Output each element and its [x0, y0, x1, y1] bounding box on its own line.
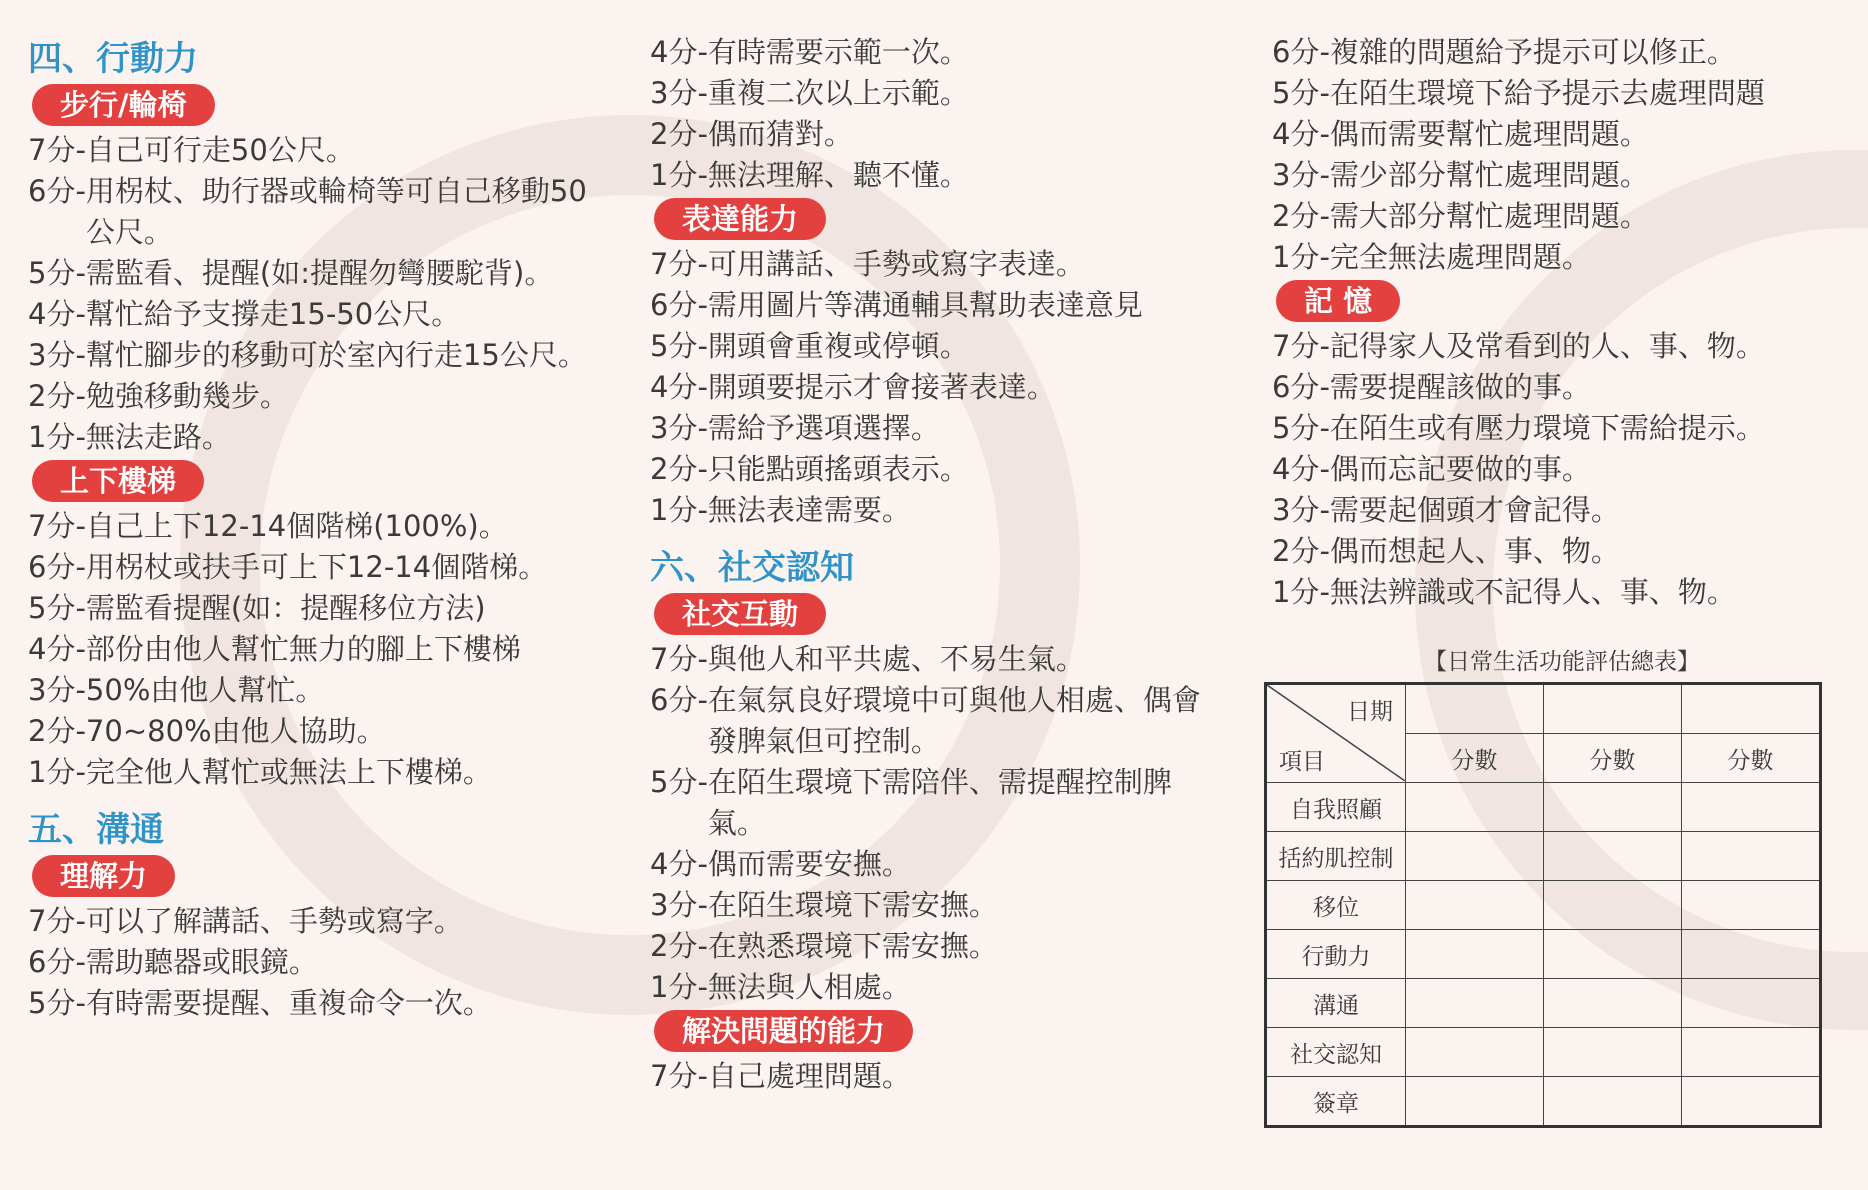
score-item	[1272, 32, 1852, 73]
score-description: 用柺杖、助行器或輪椅等可自己移動50公尺。	[85, 174, 587, 249]
score-cell[interactable]	[1682, 1028, 1821, 1077]
score-description: 需少部分幫忙處理問題。	[1329, 158, 1649, 192]
score-header: 分數	[1406, 734, 1544, 783]
score-level: 4分-	[28, 297, 86, 331]
score-cell[interactable]	[1682, 930, 1821, 979]
adl-summary-table	[1264, 682, 1822, 1128]
score-description: 偶而忘記要做的事。	[1329, 452, 1591, 486]
subsection-problem-solving: 解決問題的能力	[654, 1010, 913, 1052]
score-level: 4分-	[28, 632, 86, 666]
score-item	[650, 285, 1210, 326]
score-description: 需用圖片等溝通輔具幫助表達意見	[707, 288, 1143, 322]
score-level: 1分-	[28, 420, 86, 454]
score-level: 4分-	[1272, 117, 1330, 151]
score-cell[interactable]	[1682, 1077, 1821, 1127]
subsection-stairs: 上下樓梯	[32, 460, 204, 502]
score-cell[interactable]	[1406, 783, 1544, 832]
score-level: 7分-	[650, 1059, 708, 1093]
score-level: 3分-	[650, 888, 708, 922]
score-item	[28, 253, 608, 294]
score-item	[650, 762, 1210, 844]
score-item	[28, 547, 608, 588]
score-level: 6分-	[1272, 35, 1330, 69]
score-item	[28, 629, 608, 670]
section-title-mobility: 四、行動力	[28, 39, 198, 79]
score-item	[1272, 449, 1852, 490]
subsection-memory: 記 憶	[1276, 280, 1400, 322]
score-item	[1272, 155, 1852, 196]
score-level: 6分-	[650, 288, 708, 322]
score-item	[650, 155, 1210, 196]
score-cell[interactable]	[1544, 1077, 1682, 1127]
walking-list	[28, 130, 608, 458]
table-corner-header	[1266, 684, 1406, 783]
score-item	[28, 752, 608, 793]
score-description: 可用講話、手勢或寫字表達。	[707, 247, 1085, 281]
score-cell[interactable]	[1406, 930, 1544, 979]
score-level: 5分-	[28, 256, 86, 290]
score-item	[1272, 73, 1852, 114]
subsection-comprehension: 理解力	[32, 855, 175, 897]
column-3	[1272, 32, 1852, 1128]
score-item	[650, 1056, 1210, 1097]
score-cell[interactable]	[1682, 783, 1821, 832]
score-level: 7分-	[650, 642, 708, 676]
score-item	[650, 449, 1210, 490]
score-description: 幫忙給予支撐走15-50公尺。	[85, 297, 461, 331]
score-level: 7分-	[28, 133, 86, 167]
score-level: 2分-	[650, 117, 708, 151]
score-level: 5分-	[1272, 76, 1330, 110]
social-list	[650, 639, 1210, 1008]
table-row	[1266, 930, 1821, 979]
score-cell[interactable]	[1544, 979, 1682, 1028]
score-level: 3分-	[650, 76, 708, 110]
score-item	[1272, 367, 1852, 408]
score-description: 需要提醒該做的事。	[1329, 370, 1591, 404]
score-item	[28, 901, 608, 942]
score-level: 2分-	[650, 929, 708, 963]
score-item	[28, 294, 608, 335]
score-item	[650, 639, 1210, 680]
score-item	[28, 711, 608, 752]
section-title-communication: 五、溝通	[28, 810, 164, 850]
score-item	[28, 417, 608, 458]
score-description: 無法辨識或不記得人、事、物。	[1329, 575, 1736, 609]
score-description: 複雜的問題給予提示可以修正。	[1329, 35, 1736, 69]
score-description: 70~80%由他人協助。	[85, 714, 386, 748]
score-description: 在陌生環境下需安撫。	[707, 888, 998, 922]
table-row	[1266, 979, 1821, 1028]
score-description: 用柺杖或扶手可上下12-14個階梯。	[85, 550, 548, 584]
score-item	[28, 670, 608, 711]
score-description: 需給予選項選擇。	[707, 411, 940, 445]
score-description: 完全無法處理問題。	[1329, 240, 1591, 274]
score-cell[interactable]	[1682, 832, 1821, 881]
score-description: 重複二次以上示範。	[707, 76, 969, 110]
score-item	[1272, 572, 1852, 613]
score-description: 在陌生或有壓力環境下需給提示。	[1329, 411, 1765, 445]
score-description: 需監看提醒(如：提醒移位方法)	[85, 591, 486, 625]
memory-list	[1272, 326, 1852, 613]
row-label: 移位	[1266, 881, 1406, 930]
score-item	[28, 335, 608, 376]
score-level: 3分-	[650, 411, 708, 445]
date-cell[interactable]	[1682, 684, 1821, 734]
score-description: 偶而需要安撫。	[707, 847, 911, 881]
score-item	[650, 408, 1210, 449]
score-level: 1分-	[28, 755, 86, 789]
score-level: 3分-	[1272, 493, 1330, 527]
score-level: 7分-	[28, 904, 86, 938]
score-item	[650, 680, 1210, 762]
score-item	[650, 244, 1210, 285]
score-cell[interactable]	[1406, 881, 1544, 930]
row-label: 簽章	[1266, 1077, 1406, 1127]
score-item	[28, 588, 608, 629]
score-description: 50%由他人幫忙。	[85, 673, 325, 707]
score-item	[1272, 531, 1852, 572]
score-level: 6分-	[28, 945, 86, 979]
score-cell[interactable]	[1406, 832, 1544, 881]
score-item	[650, 926, 1210, 967]
score-level: 2分-	[28, 379, 86, 413]
score-item	[1272, 114, 1852, 155]
score-description: 部份由他人幫忙無力的腳上下樓梯	[85, 632, 521, 666]
score-cell[interactable]	[1682, 979, 1821, 1028]
score-item	[650, 844, 1210, 885]
table-row	[1266, 783, 1821, 832]
score-item	[28, 171, 608, 253]
score-item	[1272, 490, 1852, 531]
score-item	[650, 73, 1210, 114]
score-level: 4分-	[650, 847, 708, 881]
score-description: 需大部分幫忙處理問題。	[1329, 199, 1649, 233]
section-title-social-cognition: 六、社交認知	[650, 548, 854, 588]
score-level: 5分-	[28, 591, 86, 625]
score-description: 與他人和平共處、不易生氣。	[707, 642, 1085, 676]
score-description: 在陌生環境下給予提示去處理問題	[1329, 76, 1765, 110]
score-level: 7分-	[650, 247, 708, 281]
score-cell[interactable]	[1544, 783, 1682, 832]
date-label: 日期	[1347, 699, 1393, 725]
score-level: 1分-	[650, 970, 708, 1004]
score-description: 無法與人相處。	[707, 970, 911, 1004]
expression-list	[650, 244, 1210, 531]
score-item	[650, 32, 1210, 73]
comprehension-list	[28, 901, 608, 1024]
score-level: 6分-	[1272, 370, 1330, 404]
score-item	[1272, 408, 1852, 449]
score-description: 自己上下12-14個階梯(100%)。	[85, 509, 508, 543]
score-level: 3分-	[28, 673, 86, 707]
score-description: 需助聽器或眼鏡。	[85, 945, 318, 979]
score-item	[28, 983, 608, 1024]
score-cell[interactable]	[1406, 979, 1544, 1028]
score-description: 需要起個頭才會記得。	[1329, 493, 1620, 527]
item-label: 項目	[1279, 749, 1325, 775]
subsection-walking: 步行/輪椅	[32, 84, 215, 126]
problem-list-cont	[1272, 32, 1852, 278]
score-description: 可以了解講話、手勢或寫字。	[85, 904, 463, 938]
score-description: 記得家人及常看到的人、事、物。	[1329, 329, 1765, 363]
row-label: 行動力	[1266, 930, 1406, 979]
score-item	[1272, 326, 1852, 367]
score-description: 偶而猜對。	[707, 117, 853, 151]
subsection-expression: 表達能力	[654, 198, 826, 240]
table-row	[1266, 1028, 1821, 1077]
score-description: 自己可行走50公尺。	[85, 133, 355, 167]
row-label: 社交認知	[1266, 1028, 1406, 1077]
subsection-social-interaction: 社交互動	[654, 593, 826, 635]
score-level: 5分-	[650, 329, 708, 363]
score-description: 偶而想起人、事、物。	[1329, 534, 1620, 568]
score-item	[28, 130, 608, 171]
score-description: 有時需要示範一次。	[707, 35, 969, 69]
score-item	[650, 885, 1210, 926]
score-description: 在熟悉環境下需安撫。	[707, 929, 998, 963]
score-level: 1分-	[650, 158, 708, 192]
score-description: 只能點頭搖頭表示。	[707, 452, 969, 486]
score-description: 在陌生環境下需陪伴、需提醒控制脾氣。	[707, 765, 1172, 840]
score-item	[28, 942, 608, 983]
score-cell[interactable]	[1406, 1077, 1544, 1127]
date-cell[interactable]	[1406, 684, 1544, 734]
score-description: 開頭會重複或停頓。	[707, 329, 969, 363]
score-level: 1分-	[650, 493, 708, 527]
score-cell[interactable]	[1544, 1028, 1682, 1077]
score-item	[650, 967, 1210, 1008]
score-level: 5分-	[650, 765, 708, 799]
score-level: 4分-	[650, 370, 708, 404]
table-body	[1266, 783, 1821, 1127]
score-item	[28, 376, 608, 417]
column-1	[28, 32, 608, 1024]
table-caption: 【日常生活功能評估總表】	[1424, 649, 1700, 675]
score-description: 無法理解、聽不懂。	[707, 158, 969, 192]
score-level: 2分-	[1272, 199, 1330, 233]
score-level: 6分-	[650, 683, 708, 717]
score-level: 5分-	[1272, 411, 1330, 445]
comprehension-list-cont	[650, 32, 1210, 196]
score-level: 1分-	[1272, 240, 1330, 274]
score-header: 分數	[1544, 734, 1682, 783]
score-level: 3分-	[1272, 158, 1330, 192]
score-item	[1272, 237, 1852, 278]
score-header: 分數	[1682, 734, 1821, 783]
score-item	[650, 326, 1210, 367]
score-level: 1分-	[1272, 575, 1330, 609]
score-level: 5分-	[28, 986, 86, 1020]
score-description: 無法表達需要。	[707, 493, 911, 527]
score-cell[interactable]	[1544, 881, 1682, 930]
score-item	[650, 367, 1210, 408]
score-description: 開頭要提示才會接著表達。	[707, 370, 1056, 404]
column-2	[650, 32, 1210, 1097]
score-cell[interactable]	[1406, 1028, 1544, 1077]
score-cell[interactable]	[1682, 881, 1821, 930]
score-level: 7分-	[1272, 329, 1330, 363]
table-row	[1266, 1077, 1821, 1127]
score-description: 完全他人幫忙或無法上下樓梯。	[85, 755, 492, 789]
score-level: 3分-	[28, 338, 86, 372]
score-level: 6分-	[28, 550, 86, 584]
score-cell[interactable]	[1544, 832, 1682, 881]
score-description: 偶而需要幫忙處理問題。	[1329, 117, 1649, 151]
score-description: 在氣氛良好環境中可與他人相處、偶會發脾氣但可控制。	[707, 683, 1201, 758]
row-label: 自我照顧	[1266, 783, 1406, 832]
score-description: 自己處理問題。	[707, 1059, 911, 1093]
score-level: 4分-	[650, 35, 708, 69]
score-description: 有時需要提醒、重複命令一次。	[85, 986, 492, 1020]
score-level: 2分-	[1272, 534, 1330, 568]
score-description: 勉強移動幾步。	[85, 379, 289, 413]
problem-list	[650, 1056, 1210, 1097]
score-cell[interactable]	[1544, 930, 1682, 979]
score-item	[28, 506, 608, 547]
score-item	[650, 114, 1210, 155]
score-level: 6分-	[28, 174, 86, 208]
score-description: 無法走路。	[85, 420, 231, 454]
row-label: 溝通	[1266, 979, 1406, 1028]
score-level: 4分-	[1272, 452, 1330, 486]
row-label: 括約肌控制	[1266, 832, 1406, 881]
score-item	[1272, 196, 1852, 237]
score-description: 需監看、提醒(如:提醒勿彎腰駝背)。	[85, 256, 554, 290]
score-level: 2分-	[650, 452, 708, 486]
score-level: 7分-	[28, 509, 86, 543]
stairs-list	[28, 506, 608, 793]
score-description: 幫忙腳步的移動可於室內行走15公尺。	[85, 338, 587, 372]
table-row	[1266, 881, 1821, 930]
date-cell[interactable]	[1544, 684, 1682, 734]
score-level: 2分-	[28, 714, 86, 748]
score-item	[650, 490, 1210, 531]
table-row	[1266, 832, 1821, 881]
